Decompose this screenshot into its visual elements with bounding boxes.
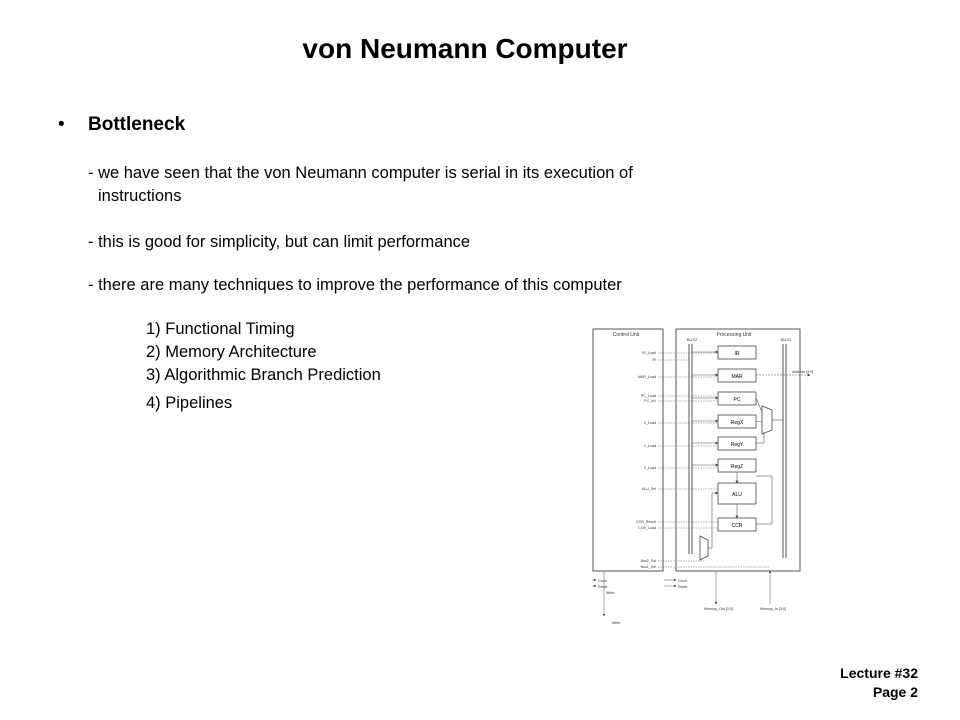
svg-text:IR: IR — [734, 351, 740, 357]
signal-z-load: Z_Load — [643, 466, 656, 470]
technique-item: 2) Memory Architecture — [146, 343, 317, 361]
memory-out-label: Memory_Out [3:0] — [704, 607, 733, 611]
paragraph-simplicity: - this is good for simplicity, but can limit performance — [88, 233, 471, 251]
register-ccr — [718, 518, 756, 531]
processing-unit-label: Processing Unit — [716, 332, 752, 338]
write-label: Write — [606, 591, 615, 595]
signal-mar-load: MAR_Load — [638, 375, 656, 379]
svg-text:PC: PC — [733, 397, 741, 403]
slide-footer — [840, 664, 918, 702]
register-regx — [718, 415, 756, 428]
svg-text:CCR: CCR — [731, 523, 743, 529]
svg-text:RegX: RegX — [730, 420, 744, 426]
signal-ccr-load: CCR_Load — [638, 526, 656, 530]
technique-item: 1) Functional Timing — [146, 320, 295, 338]
bus2-label: BUS2 — [686, 337, 698, 342]
reset-label-cu: Reset — [598, 585, 608, 589]
signal-pc-load: PC_Load — [641, 394, 656, 398]
register-ir — [718, 346, 756, 359]
memory-in-label: Memory_In [3:0] — [760, 607, 786, 611]
bus1-mux — [762, 406, 772, 434]
signal-bus2-sel: Bus2_Sel — [640, 559, 656, 563]
reset-label-pu: Reset — [678, 585, 688, 589]
control-unit-box — [593, 329, 663, 571]
signal-ccr-result: CCR_Result — [636, 520, 656, 524]
signal-bus1-sel: Bus1_Sel — [640, 565, 656, 569]
register-mar — [718, 369, 756, 382]
signal-ir: IR — [652, 358, 656, 362]
page-number: Page 2 — [872, 684, 918, 700]
svg-text:ALU: ALU — [732, 492, 742, 498]
write-output-label: Write — [612, 621, 621, 624]
svg-text:RegZ: RegZ — [730, 464, 744, 470]
register-pc — [718, 392, 756, 405]
bullet-heading: Bottleneck — [88, 114, 186, 135]
svg-text:MAR: MAR — [731, 374, 743, 380]
technique-item: 4) Pipelines — [146, 394, 233, 412]
signal-x-load: X_Load — [643, 421, 656, 425]
technique-item: 3) Algorithmic Branch Prediction — [146, 366, 381, 384]
bullet-marker: • — [58, 114, 65, 135]
register-regz — [718, 459, 756, 472]
computer-block-diagram — [592, 326, 822, 624]
bus2-mux — [700, 536, 708, 560]
bus1-label: BUS1 — [780, 337, 792, 342]
signal-pc-inc: PC_Inc — [644, 399, 656, 403]
signal-ir-load: IR_Load — [642, 351, 656, 355]
slide-title: von Neumann Computer — [302, 33, 628, 64]
paragraph-serial: - we have seen that the von Neumann computer is serial in its execution of — [88, 164, 633, 182]
alu-block — [718, 483, 756, 504]
clock-label-pu: Clock — [678, 579, 687, 583]
paragraph-serial-cont: instructions — [98, 187, 182, 205]
signal-alu-sel: ALU_Sel — [641, 487, 656, 491]
register-regy — [718, 437, 756, 450]
signal-y-load: Y_Load — [643, 444, 656, 448]
paragraph-techniques: - there are many techniques to improve the performance of this computer — [88, 276, 622, 294]
lecture-number: Lecture #32 — [840, 665, 918, 681]
clock-label-cu: Clock — [598, 579, 607, 583]
address-label: Address [3:0] — [792, 370, 814, 374]
svg-text:RegY: RegY — [730, 442, 744, 448]
control-unit-label: Control Unit — [612, 332, 640, 338]
